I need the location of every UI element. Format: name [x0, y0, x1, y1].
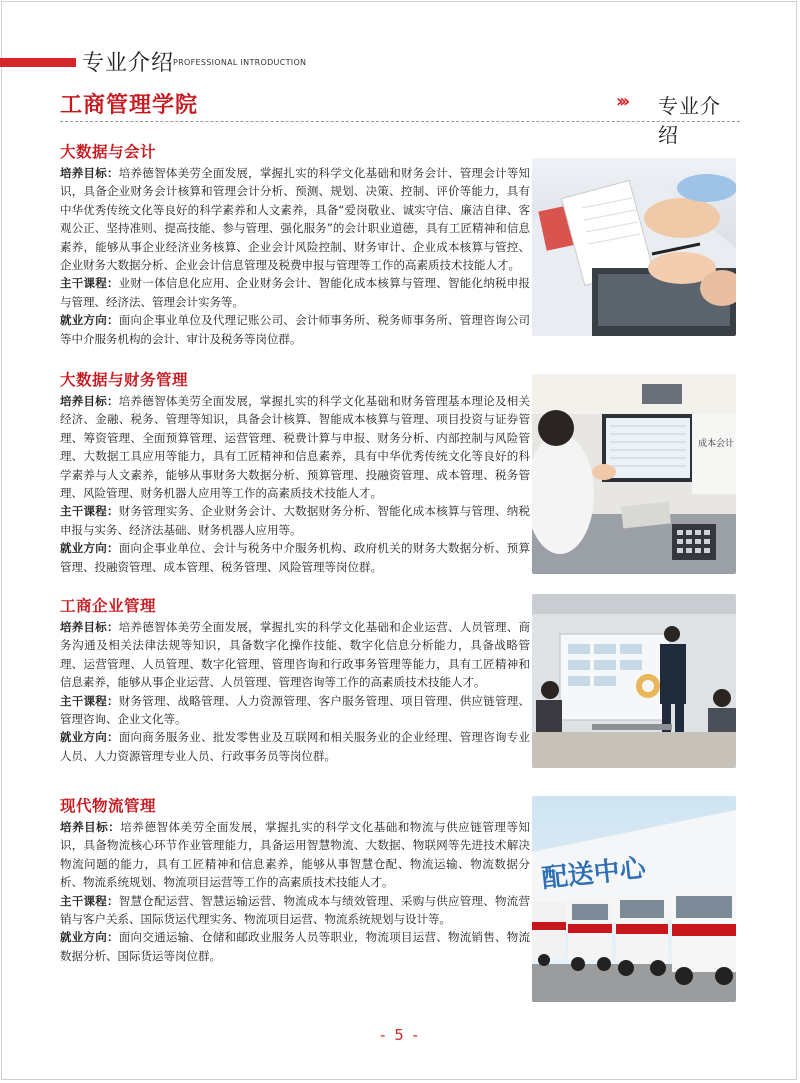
major-goal — [60, 392, 530, 502]
course-text: 业财一体信息化应用、企业财务会计、智能化成本核算与管理、智能化纳税申报与管理、经济法、管理会计实务等。 — [60, 276, 531, 309]
goal-label: 培养目标： — [60, 394, 119, 408]
header-title: 专业介绍 — [82, 51, 175, 76]
major-courses — [60, 692, 530, 729]
course-text: 智慧仓配运营、智慧运输运营、物流成本与绩效管理、采购与供应管理、物流营销与客户关系、国际货运代理实务、物流项目运营、物流系统规划与设计等。 — [60, 893, 531, 927]
major-section-accounting — [60, 140, 530, 348]
warehouse-sign: 配送中心 — [540, 853, 648, 895]
major-goal — [60, 164, 530, 274]
job-label: 就业方向： — [60, 313, 119, 328]
job-text: 面向交通运输、仓储和邮政业服务人员等职业，物流项目运营、物流销售、物流数据分析、国际货运等岗位群。 — [60, 930, 531, 963]
svg-text:成本会计: 成本会计 — [698, 439, 735, 449]
major-jobs — [60, 928, 530, 965]
major-section-business — [60, 594, 530, 765]
job-text: 面向商务服务业、批发零售业及互联网和相关服务业的企业经理、管理咨询专业人员、人力资源管理专业人员、行政事务员等岗位群。 — [60, 730, 531, 763]
major-goal — [60, 618, 530, 692]
photo-logistics — [532, 796, 736, 1002]
major-courses — [60, 892, 530, 929]
goal-text: 培养德智体美劳全面发展，掌握扎实的科学文化基础和物流与供应链管理等知识，具备物流核心环节作业管理能力，具备运用智慧物流、大数据、物联网等先进技术解决物流问题的能力，具有工匠精神和信息素养，能够从事智慧仓配、物流运输、物流数据分析、物流系统规划、物流项目运营等工作的高素质技术技能人才。 — [60, 820, 531, 890]
page-header — [0, 46, 800, 76]
photo-business — [532, 594, 736, 768]
divider — [60, 121, 740, 122]
goal-label: 培养目标： — [60, 820, 121, 834]
goal-text: 培养德智体美劳全面发展，掌握扎实的科学文化基础和企业运营、人员管理、商务沟通及相关法律法规等知识，具备数字化操作技能、数字化信息分析能力，具备战略管理、运营管理、人员管理、数字化管理、管理咨询和行政事务管理等能力，具有工匠精神和信息素养，能够从事企业运营、人员管理、管理咨询等工作的高素质技术技能人才。 — [60, 620, 531, 690]
header-subtitle: PROFESSIONAL INTRODUCTION — [173, 58, 307, 67]
course-label: 主干课程： — [60, 276, 119, 291]
course-text: 财务管理、战略管理、人力资源管理、客户服务管理、项目管理、供应链管理、管理咨询、企业文化等。 — [60, 693, 531, 727]
job-text: 面向企事业单位及代理记账公司、会计师事务所、税务师事务所、管理咨询公司等中介服务机构的会计、审计及税务等岗位群。 — [60, 313, 531, 346]
course-text: 财务管理实务、企业财务会计、大数据财务分析、智能化成本核算与管理、纳税申报与实务、经济法基础、财务机器人应用等。 — [60, 504, 531, 537]
chevron-right-icon: ››› — [616, 91, 627, 112]
goal-label: 培养目标： — [60, 166, 119, 180]
job-label: 就业方向： — [60, 930, 119, 945]
course-label: 主干课程： — [60, 504, 119, 519]
goal-label: 培养目标： — [60, 620, 119, 634]
course-label: 主干课程： — [60, 693, 119, 708]
job-label: 就业方向： — [60, 730, 119, 745]
course-label: 主干课程： — [60, 893, 119, 908]
photo-finance — [532, 374, 736, 574]
job-text: 面向企事业单位、会计与税务中介服务机构、政府机关的财务大数据分析、预算管理、投融资管理、成本管理、税务管理、风险管理等岗位群。 — [60, 541, 531, 574]
major-title: 大数据与会计 — [60, 143, 157, 161]
section-label: 专业介绍 — [658, 94, 721, 147]
major-title: 大数据与财务管理 — [60, 371, 189, 389]
major-section-finance — [60, 368, 530, 576]
college-name: 工商管理学院 — [60, 93, 199, 118]
major-goal — [60, 818, 530, 892]
goal-text: 培养德智体美劳全面发展，掌握扎实的科学文化基础和财务管理基本理论及相关经济、金融、税务、管理等知识，具备会计核算、智能成本核算与管理、项目投资与证券管理、筹资管理、全面预算管理、运营管理、税费计算与申报、财务分析、内部控制与风险管理、大数据工具应用等能力，具有工匠精神和信息素养，具有中华优秀传统文化等良好的科学素养与人文素养，能够从事财务大数据分析、预算管理、投融资管理、成本管理、税务管理、风险管理、财务机器人应用等工作的高素质技术技能人才。 — [60, 394, 531, 501]
major-title: 工商企业管理 — [60, 597, 157, 615]
major-jobs — [60, 728, 530, 765]
major-jobs — [60, 539, 530, 576]
college-header — [60, 88, 740, 147]
major-title: 现代物流管理 — [60, 797, 157, 815]
photo-accounting — [532, 158, 736, 336]
header-accent-bar — [0, 58, 76, 67]
job-label: 就业方向： — [60, 541, 119, 556]
major-courses — [60, 274, 530, 311]
major-courses — [60, 502, 530, 539]
page-number: - 5 - — [380, 1026, 420, 1044]
major-section-logistics — [60, 794, 530, 965]
major-jobs — [60, 311, 530, 348]
goal-text: 培养德智体美劳全面发展，掌握扎实的科学文化基础和财务会计、管理会计等知识，具备企业财务会计核算和管理会计分析、预测、规划、决策、控制、评价等能力，具有中华优秀传统文化等良好的科学素养和人文素养，具备“爱岗敬业、诚实守信、廉洁自律、客观公正、坚持准则、提高技能、参与管理、强化服务”的会计职业道德，具有工匠精神和信息素养，能够从事企业经济业务核算、企业会计风险控制、财务审计、企业成本核算与管控、企业财务大数据分析、企业会计信息管理及税费申报与管理等工作的高素质技术技能人才。 — [60, 166, 531, 273]
